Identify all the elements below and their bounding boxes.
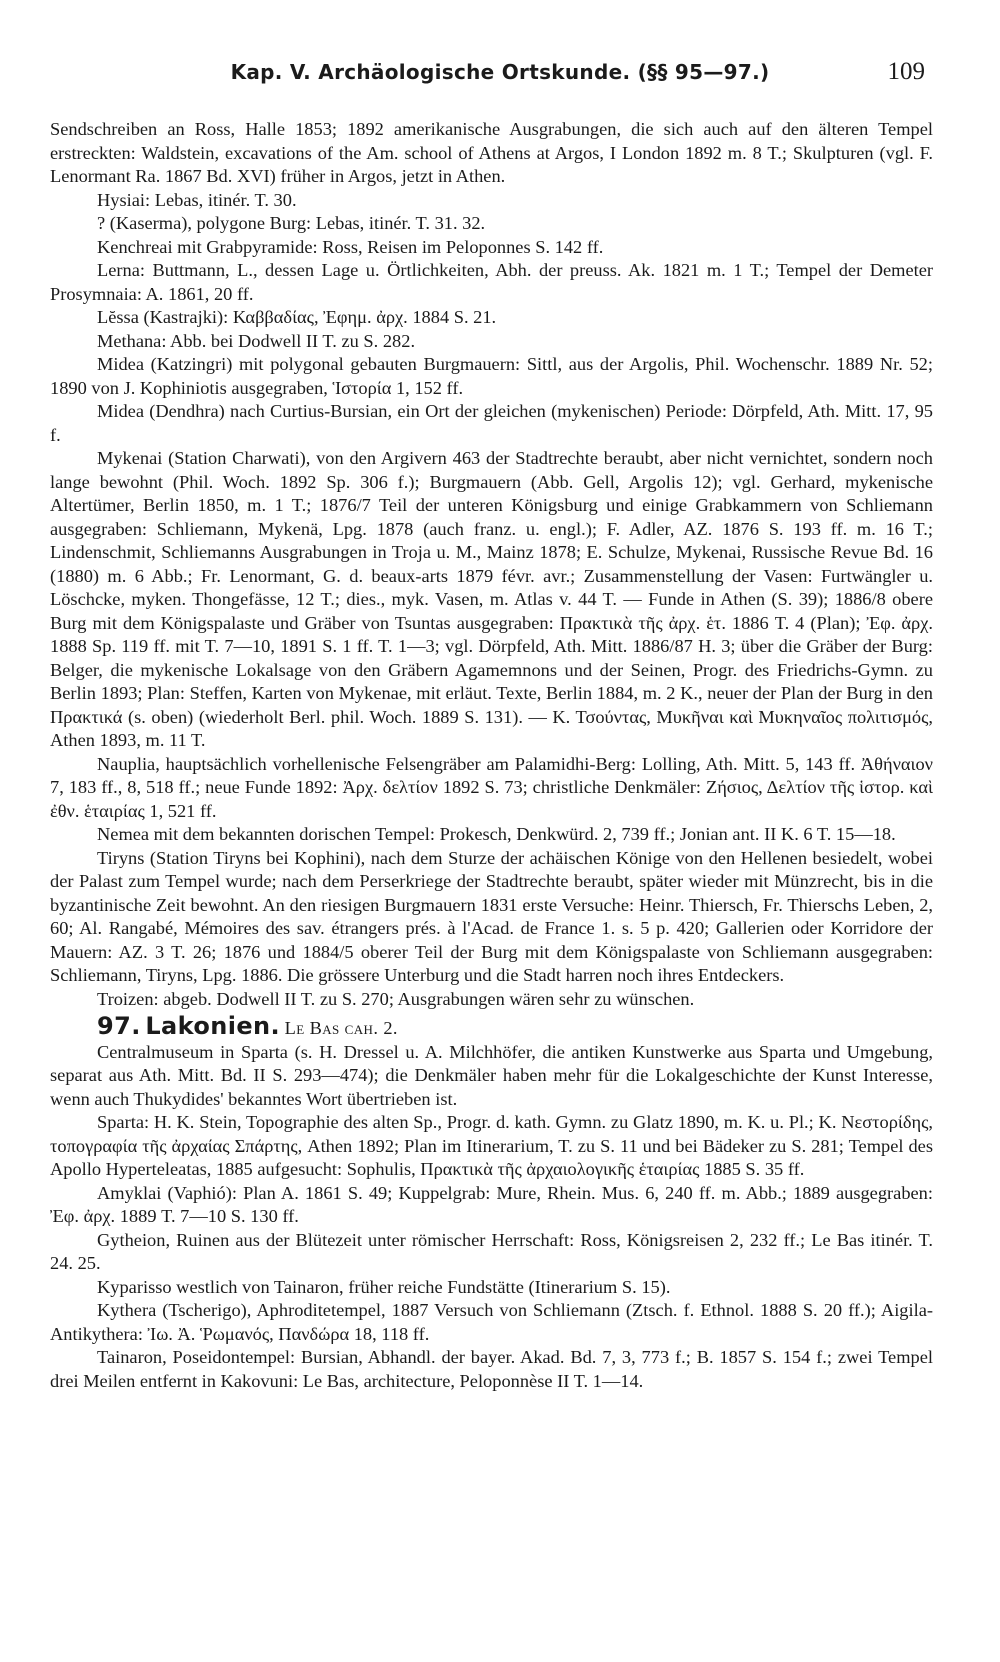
paragraph: ? (Kaserma), polygone Burg: Lebas, itinér. T. 31. 32. [97,213,486,233]
paragraph: Troizen: abgeb. Dodwell II T. zu S. 270; Ausgrabungen wären sehr zu wünschen. [97,988,695,1009]
paragraph: Hysiai: Lebas, itinér. T. 30. [97,189,297,210]
paragraph: Lĕssa (Kastrajki): Καββαδίας, Ἐφημ. ἀρχ. 1884 S. 21. [97,307,497,327]
paragraph: Kythera (Tscherigo), Aphroditetempel, 1887 Versuch von Schliemann (Ztsch. f. Ethnol. 1888 S. 20 ff.); Aigila-Antikythera: Ἰω. Ἀ. Ῥωμανός, Πανδώρα 18, 118 ff. [50,1300,933,1344]
paragraph: Amyklai (Vaphió): Plan A. 1861 S. 49; Kuppelgrab: Mure, Rhein. Mus. 6, 240 ff. m. Abb.; 1889 ausgegraben: Ἐφ. ἀρχ. 1889 T. 7—10 S. 130 ff. [50,1182,933,1226]
paragraph: Kenchreai mit Grabpyramide: Ross, Reisen im Peloponnes S. 142 ff. [97,236,604,257]
paragraph: Midea (Dendhra) nach Curtius-Bursian, ein Ort der gleichen (mykenischen) Periode: Dörpfeld, Ath. Mitt. 17, 95 f. [50,401,933,445]
running-head: Kap. V. Archäologische Ortskunde. (§§ 95—97.) [230,60,770,84]
paragraph: Tainaron, Poseidontempel: Bursian, Abhandl. der bayer. Akad. Bd. 7, 3, 773 f.; B. 1857 S. 154 f.; zwei Tempel drei Meilen entfernt in Kakovuni: Le Bas, architecture, Peloponnèse II T. 1—14. [50,1347,933,1391]
section-title: Lakonien. [145,1012,281,1040]
paragraph: Mykenai (Station Charwati), von den Argivern 463 der Stadtrechte beraubt, aber nicht vernichtet, sondern noch lange bewohnt (Phil. Woch. 1892 Sp. 306 f.); Burgmauern (Abb. Gell, Argolis 12); vgl. Gerhard, mykenische Altertümer, Berlin 1850, m. 1 T.; 1876/7 Teil der unteren Königsburg und einige Grabkammern von Schliemann ausgegraben: Schliemann, Mykenä, Lpg. 1878 (auch franz. u. engl.); F. Adler, AZ. 1876 S. 193 ff. m. 16 T.; Lindenschmit, Schliemanns Ausgrabungen in Troja u. M., Mainz 1878; E. Schulze, Mykenai, Russische Revue Bd. 16 (1880) m. 6 Abb.; Fr. Lenormant, G. d. beaux-arts 1879 févr. avr.; Zusammenstellung der Vasen: Furtwängler u. Löschcke, myken. Thongefässe, 12 T.; dies., myk. Vasen, m. Atlas v. 44 T. — Funde in Athen (S. 39); 1886/8 obere Burg mit dem Königspalaste und Gräber von Tsuntas ausgegraben: Πρακτικὰ τῆς ἀρχ. ἑτ. 1886 T. 4 (Plan); Ἐφ. ἀρχ. 1888 Sp. 119 ff. mit T. 7—10, 1891 S. 1 ff. T. 1—3; vgl. Dörpfeld, Ath. Mitt. 1886/87 H. 3; über die Gräber der Burg: Belger, die mykenische Lokalsage von den Gräbern Agamemnons und der Seinen, Progr. des Friedrichs-Gymn. zu Berlin 1893; Plan: Steffen, Karten von Mykenae, mit erläut. Texte, Berlin 1884, m. 2 K., neuer der Plan der Burg in den Πρακτικά (s. oben) (wiederholt Berl. phil. Woch. 1889 S. 131). — Κ. Τσούντας, Μυκῆναι καὶ Μυκηναῖος πολιτισμός, Athen 1893, m. 11 T. [50,448,933,750]
section-heading [50,1012,933,1041]
paragraph: Gytheion, Ruinen aus der Blütezeit unter römischer Herrschaft: Ross, Königsreisen 2, 232 ff.; Le Bas itinér. T. 24. 25. [50,1229,933,1273]
section-reference: Le Bas cah. 2. [284,1018,398,1038]
paragraph: Nauplia, hauptsächlich vorhellenische Felsengräber am Palamidhi-Berg: Lolling, Ath. Mitt. 5, 143 ff. Ἀθήναιον 7, 183 ff., 8, 518 ff.; neue Funde 1892: Ἀρχ. δελτίον 1892 S. 73; christliche Denkmäler: Ζήσιος, Δελτίον τῆς ἱστορ. καὶ ἐθν. ἑταιρίας 1, 521 ff. [50,753,933,821]
paragraph: Sparta: H. K. Stein, Topographie des alten Sp., Progr. d. kath. Gymn. zu Glatz 1890, m. K. u. Pl.; Κ. Νεστορίδης, τοπογραφία τῆς ἀρχαίας Σπάρτης, Athen 1892; Plan im Itinerarium, T. zu S. 11 und bei Bädeker zu S. 281; Tempel des Apollo Hyperteleatas, 1885 aufgesucht: Sophulis, Πρακτικὰ τῆς ἀρχαιολογικῆς ἑταιρίας 1885 S. 35 ff. [50,1112,933,1179]
paragraph: Nemea mit dem bekannten dorischen Tempel: Prokesch, Denkwürd. 2, 739 ff.; Jonian ant. II K. 6 T. 15—18. [97,824,896,844]
body-text [50,118,933,1393]
paragraph: Sendschreiben an Ross, Halle 1853; 1892 amerikanische Ausgrabungen, die sich auch auf den älteren Tempel erstreckten: Waldstein, excavations of the Am. school of Athens at Argos, I London 1892 m. 8 T.; Skulpturen (vgl. F. Lenormant Ra. 1867 Bd. XVI) früher in Argos, jetzt in Athen. [50,119,933,186]
paragraph: Methana: Abb. bei Dodwell II T. zu S. 282. [97,330,416,351]
paragraph: Tiryns (Station Tiryns bei Kophini), nach dem Sturze der achäischen Könige von den Hellenen besiedelt, wobei der Palast zum Tempel wurde; nach dem Perserkriege der Stadtrechte beraubt, später wieder mit Münzrecht, bis in die byzantinische Zeit bewohnt. An den riesigen Burgmauern 1831 erste Versuche: Heinr. Thiersch, Fr. Thierschs Leben, 2, 60; Al. Rangabé, Mémoires des sav. étrangers prés. à l'Acad. de France 1. s. 5 p. 420; Gallerien oder Korridore der Mauern: AZ. 3 T. 26; 1876 und 1884/5 oberer Teil der Burg mit dem Königspalaste von Schliemann ausgegraben: Schliemann, Tiryns, Lpg. 1886. Die grössere Unterburg und die Stadt harren noch ihres Entdeckers. [50,847,933,985]
paragraph: Kyparisso westlich von Tainaron, früher reiche Fundstätte (Itinerarium S. 15). [97,1276,671,1297]
page-header [0,60,1000,90]
paragraph: Centralmuseum in Sparta (s. H. Dressel u. A. Milchhöfer, die antiken Kunstwerke aus Sparta und Umgebung, separat aus Ath. Mitt. Bd. II S. 293—474); die Denkmäler haben mehr für die Lokalgeschichte der Kunst Interesse, wenn auch Thukydides' bekanntes Wort übertrieben ist. [50,1041,933,1109]
paragraph: Lerna: Buttmann, L., dessen Lage u. Örtlichkeiten, Abh. der preuss. Ak. 1821 m. 1 T.; Tempel der Demeter Prosymnaia: A. 1861, 20 ff. [50,260,933,304]
section-number: 97. [97,1012,141,1040]
page-number: 109 [887,58,925,85]
paragraph: Midea (Katzingri) mit polygonal gebauten Burgmauern: Sittl, aus der Argolis, Phil. Wochenschr. 1889 Nr. 52; 1890 von J. Kophiniotis ausgegraben, Ἱστορία 1, 152 ff. [50,354,933,398]
